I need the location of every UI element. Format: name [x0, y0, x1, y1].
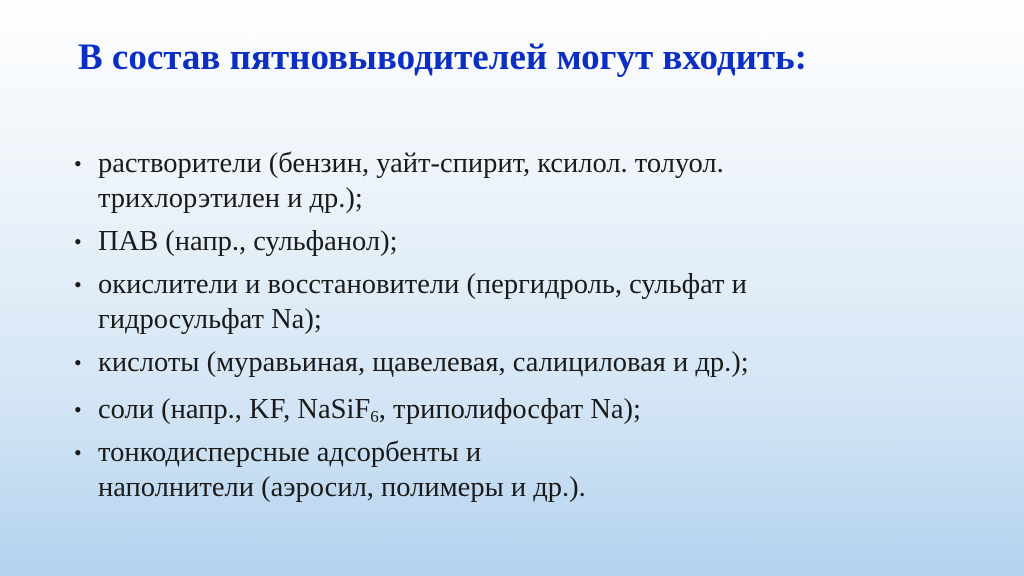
slide-title: В состав пятновыводителей могут входить: — [78, 37, 807, 78]
bullet-icon: • — [74, 397, 82, 422]
bullet-text: кислоты (муравьиная, щавелевая, салициловая и др.); — [98, 347, 749, 378]
bullet-icon: • — [74, 350, 82, 375]
bullet-text-line: трихлорэтилен и др.); — [98, 183, 363, 214]
bullet-item-adsorbents — [72, 435, 992, 505]
bullet-icon: • — [74, 440, 82, 465]
bullet-text-line: гидросульфат Na); — [98, 304, 322, 335]
bullet-text-prefix: соли (напр., KF, NaSiF — [98, 394, 371, 425]
bullet-item-oxidizers — [72, 267, 992, 337]
bullet-text-suffix: , триполифосфат Na); — [378, 394, 641, 425]
bullet-text: ПАВ (напр., сульфанол); — [98, 226, 398, 257]
bullet-list — [72, 146, 992, 513]
bullet-icon: • — [74, 151, 82, 176]
bullet-text-line: тонкодисперсные адсорбенты и — [98, 437, 482, 468]
bullet-text-line: окислители и восстановители (пергидроль, сульфат и — [98, 269, 747, 300]
bullet-icon: • — [74, 229, 82, 254]
bullet-item-acids — [72, 345, 992, 380]
bullet-text-subscript: 6 — [370, 407, 379, 426]
bullet-text-line: наполнители (аэросил, полимеры и др.). — [98, 472, 586, 503]
bullet-item-salts — [72, 392, 992, 427]
bullet-text-line: растворители (бензин, уайт-спирит, ксилол. толуол. — [98, 148, 724, 179]
bullet-item-solvents — [72, 146, 992, 216]
bullet-icon: • — [74, 272, 82, 297]
bullet-item-surfactants — [72, 224, 992, 259]
